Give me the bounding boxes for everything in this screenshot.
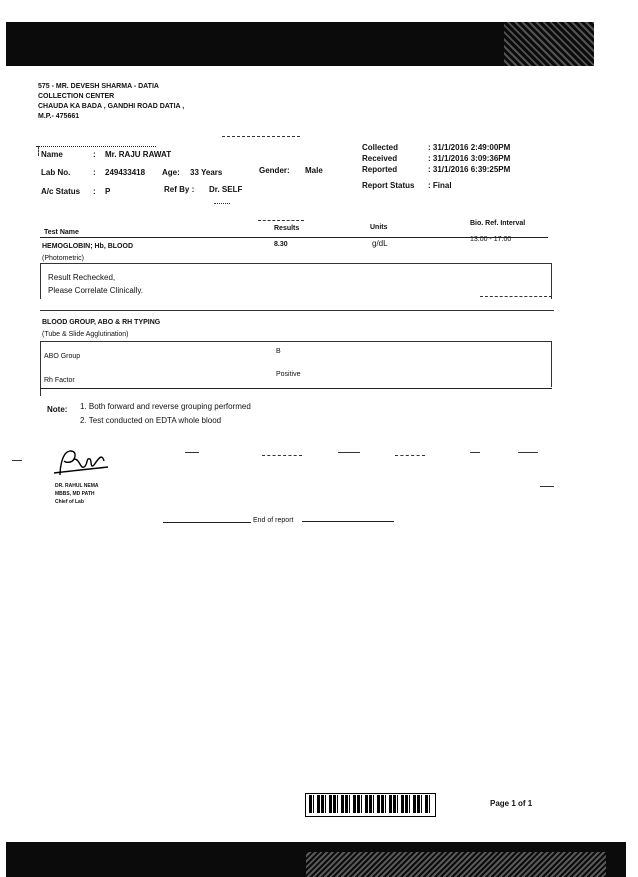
ac-status-label: A/c Status <box>41 187 81 196</box>
patient-name: Mr. RAJU RAWAT <box>105 150 172 159</box>
report-status-value: : Final <box>428 181 452 190</box>
abo-group-label: ABO Group <box>44 353 81 360</box>
hb-comment-2: Please Correlate Clinically. <box>48 286 143 295</box>
end-rule-right <box>302 521 394 522</box>
divider <box>470 452 480 453</box>
end-of-report: End of report <box>253 517 294 524</box>
header-ref-interval: Bio. Ref. Interval <box>470 220 526 227</box>
divider <box>551 341 552 387</box>
ref-by-value: Dr. SELF <box>209 185 243 194</box>
lab-address-line2: COLLECTION CENTER <box>38 93 115 100</box>
divider <box>518 452 538 453</box>
abo-group-value: B <box>276 348 281 355</box>
hb-method: (Photometric) <box>42 255 85 262</box>
signature-graphic <box>50 447 110 479</box>
hb-ref-interval: 13.00 - 17.00 <box>470 236 512 243</box>
scan-top-bar <box>6 22 594 66</box>
collected-value: : 31/1/2016 2:49:00PM <box>428 143 511 152</box>
hb-result: 8.30 <box>274 241 288 248</box>
collected-label: Collected <box>362 143 399 152</box>
divider <box>540 486 554 487</box>
signatory-title: Chief of Lab <box>55 499 84 505</box>
note-item-1: 1. Both forward and reverse grouping performed <box>80 402 251 411</box>
received-label: Received <box>362 154 398 163</box>
header-results: Results <box>274 225 300 232</box>
end-rule-left <box>163 522 251 523</box>
received-value: : 31/1/2016 3:09:36PM <box>428 154 511 163</box>
divider <box>40 310 554 311</box>
divider <box>551 263 552 299</box>
divider <box>40 341 552 342</box>
page-number: Page 1 of 1 <box>490 799 533 808</box>
divider <box>395 455 425 456</box>
divider <box>222 136 300 137</box>
divider <box>338 452 360 453</box>
hb-unit: g/dL <box>372 239 388 248</box>
name-label: Name <box>41 150 63 159</box>
divider <box>12 460 22 461</box>
divider <box>40 388 552 389</box>
lab-address-line1: 575 - MR. DEVESH SHARMA - DATIA <box>38 83 159 90</box>
ref-by-label: Ref By : <box>164 185 195 194</box>
age-label: Age: <box>162 168 180 177</box>
gender-value: Male <box>305 166 323 175</box>
divider <box>40 263 41 299</box>
bg-method: (Tube & Slide Agglutination) <box>42 331 129 338</box>
rh-factor-label: Rh Factor <box>44 377 75 384</box>
scan-bottom-bar <box>6 842 626 877</box>
note-label: Note: <box>47 405 68 414</box>
divider <box>38 146 39 156</box>
signatory-name: DR. RAHUL NEMA <box>55 483 99 489</box>
header-test-name: Test Name <box>44 229 79 236</box>
ac-status-value: P <box>105 187 111 196</box>
hb-comment-1: Result Rechecked, <box>48 273 116 282</box>
signatory-degree: MBBS, MD PATH <box>55 491 95 497</box>
divider <box>214 203 230 204</box>
divider <box>480 296 552 297</box>
divider <box>258 220 304 221</box>
age-value: 33 Years <box>190 168 223 177</box>
hb-test-name: HEMOGLOBIN; Hb, BLOOD <box>42 243 133 250</box>
note-item-2: 2. Test conducted on EDTA whole blood <box>80 416 222 425</box>
divider <box>40 263 552 264</box>
lab-no-sep: : <box>93 168 96 177</box>
gender-label: Gender: <box>259 166 290 175</box>
lab-no-value: 249433418 <box>105 168 146 177</box>
divider <box>36 146 156 147</box>
reported-label: Reported <box>362 165 398 174</box>
reported-value: : 31/1/2016 6:39:25PM <box>428 165 511 174</box>
divider <box>185 452 199 453</box>
report-status-label: Report Status <box>362 181 415 190</box>
lab-address-line3: CHAUDA KA BADA , GANDHI ROAD DATIA , <box>38 103 185 110</box>
rh-factor-value: Positive <box>276 371 301 378</box>
ac-status-sep: : <box>93 187 96 196</box>
name-sep: : <box>93 150 96 159</box>
lab-no-label: Lab No. <box>41 168 71 177</box>
bg-test-name: BLOOD GROUP, ABO & RH TYPING <box>42 319 161 326</box>
divider <box>262 455 302 456</box>
lab-address-line4: M.P.- 475661 <box>38 113 80 120</box>
barcode <box>309 795 430 813</box>
header-units: Units <box>370 224 388 231</box>
